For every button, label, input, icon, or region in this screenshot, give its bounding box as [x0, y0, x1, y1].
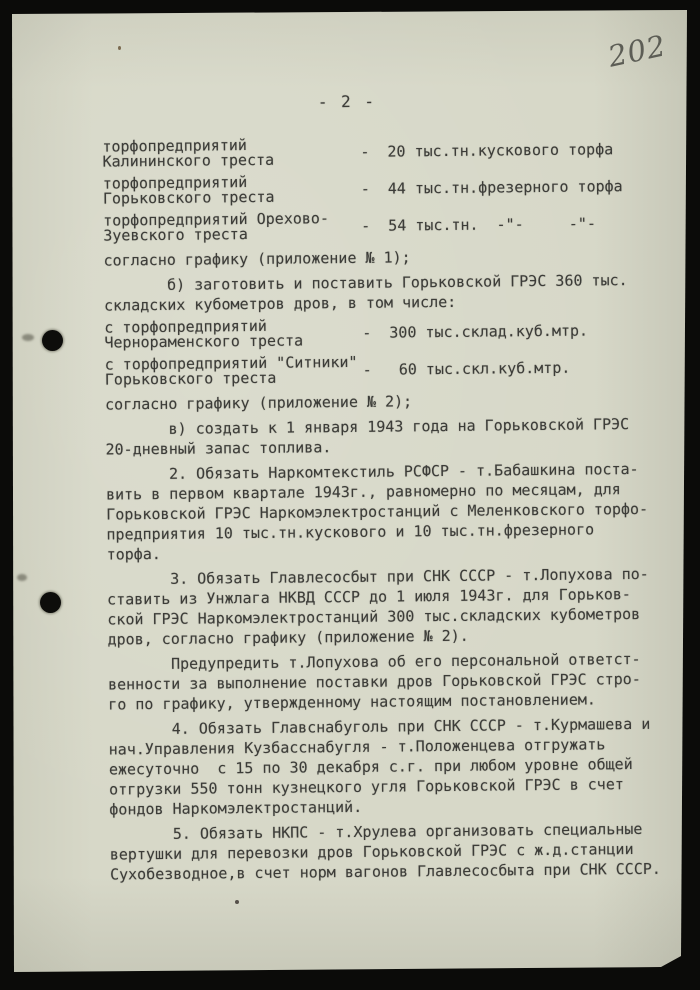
supply-item-row — [104, 315, 670, 351]
supply-item-label: с торфопредприятий "Ситники" Горьковского треста — [104, 352, 358, 389]
paper-speck — [235, 900, 239, 904]
dash-separator: - — [361, 216, 371, 235]
supply-item-value: 44 тыс.тн.фрезерного торфа — [387, 177, 623, 198]
paragraph: 2. Обязать Наркомтекстиль РСФСР - т.Бабашкина поста- вить в первом квартале 1943г., равномерно по месяцам, для Горьковской ГРЭС Наркомэлектростанций с Меленковского торфо- предприятия 10 тыс.тн.кускового и 10 тыс.тн.фрезерного торфа. — [105, 459, 649, 564]
paragraph: Предупредить т.Лопухова об его персональной ответст- венности за выполнение поставки дров Горьковской ГРЭС стро- го по графику, утвержденному настоящим постановлением. — [107, 649, 641, 714]
schedule-note: согласно графику (приложение № 2); — [104, 392, 413, 414]
document-body — [102, 134, 676, 890]
supply-item-label: торфопредприятий Орехово- Зуевского треста — [103, 209, 330, 245]
supply-item-value: 60 тыс.скл.куб.мтр. — [389, 358, 571, 379]
dash-separator: - — [362, 323, 372, 342]
pencil-smudge — [17, 574, 27, 581]
paper-speck — [118, 46, 121, 50]
dash-separator: - — [362, 360, 372, 379]
dash-separator: - — [360, 179, 370, 198]
dash-separator: - — [360, 142, 370, 161]
supply-item-label: торфопредприятий Горьковского треста — [102, 173, 275, 208]
paragraph: 5. Обязать НКПС - т.Хрулева организовать специальные вертушки для перевозки дров Горьковской ГРЭС с ж.д.станции Сухобезводное,в счет норм вагонов Главлесосбыта при СНК СССР. — [109, 819, 661, 884]
schedule-note: согласно графику (приложение № 1); — [103, 248, 411, 270]
page-number-header: - 2 - — [317, 91, 377, 112]
paragraph: в) создать к 1 января 1943 года на Горьковской ГРЭС 20-дневный запас топлива. — [105, 415, 630, 459]
supply-item-row — [105, 352, 671, 388]
supply-item-row — [103, 171, 669, 207]
paragraph: 3. Обязать Главлесосбыт при СНК СССР - т.Лопухова по- ставить из Унжлага НКВД СССР до 1 июля 1943г. для Горьков- ской ГРЭС Наркомэлектростанций 300 тыс.складских кубометров дров, согласно графику (приложение № 2). — [106, 564, 649, 649]
supply-item-row — [102, 134, 668, 170]
pencil-smudge — [22, 334, 34, 341]
supply-item-value: 300 тыс.склад.куб.мтр. — [389, 321, 589, 342]
supply-item-label: торфопредприятий Калининского треста — [102, 136, 275, 171]
supply-item-row — [103, 208, 669, 244]
punch-hole — [40, 592, 61, 613]
paragraph: 4. Обязать Главснабуголь при СНК СССР - т.Курмашева и нач.Управления Кузбасснабугля - т.Положенцева отгружать ежесуточно с 15 по 30 декабря с.г. при любом уровне общей отгрузки 550 тонн кузнецкого угля Горьковской ГРЭС в счет фондов Наркомэлектростанций. — [108, 714, 651, 819]
supply-item-value: 20 тыс.тн.кускового торфа — [387, 140, 614, 161]
supply-item-label: с торфопредприятий Чернораменского треста — [104, 316, 304, 352]
paragraph: б) заготовить и поставить Горьковской ГРЭС 360 тыс. складских кубометров дров, в том числе: — [103, 271, 628, 315]
supply-item-value: 54 тыс.тн. -"- -"- — [388, 214, 597, 235]
handwritten-page-number: 202 — [605, 28, 670, 74]
punch-hole — [42, 330, 63, 351]
